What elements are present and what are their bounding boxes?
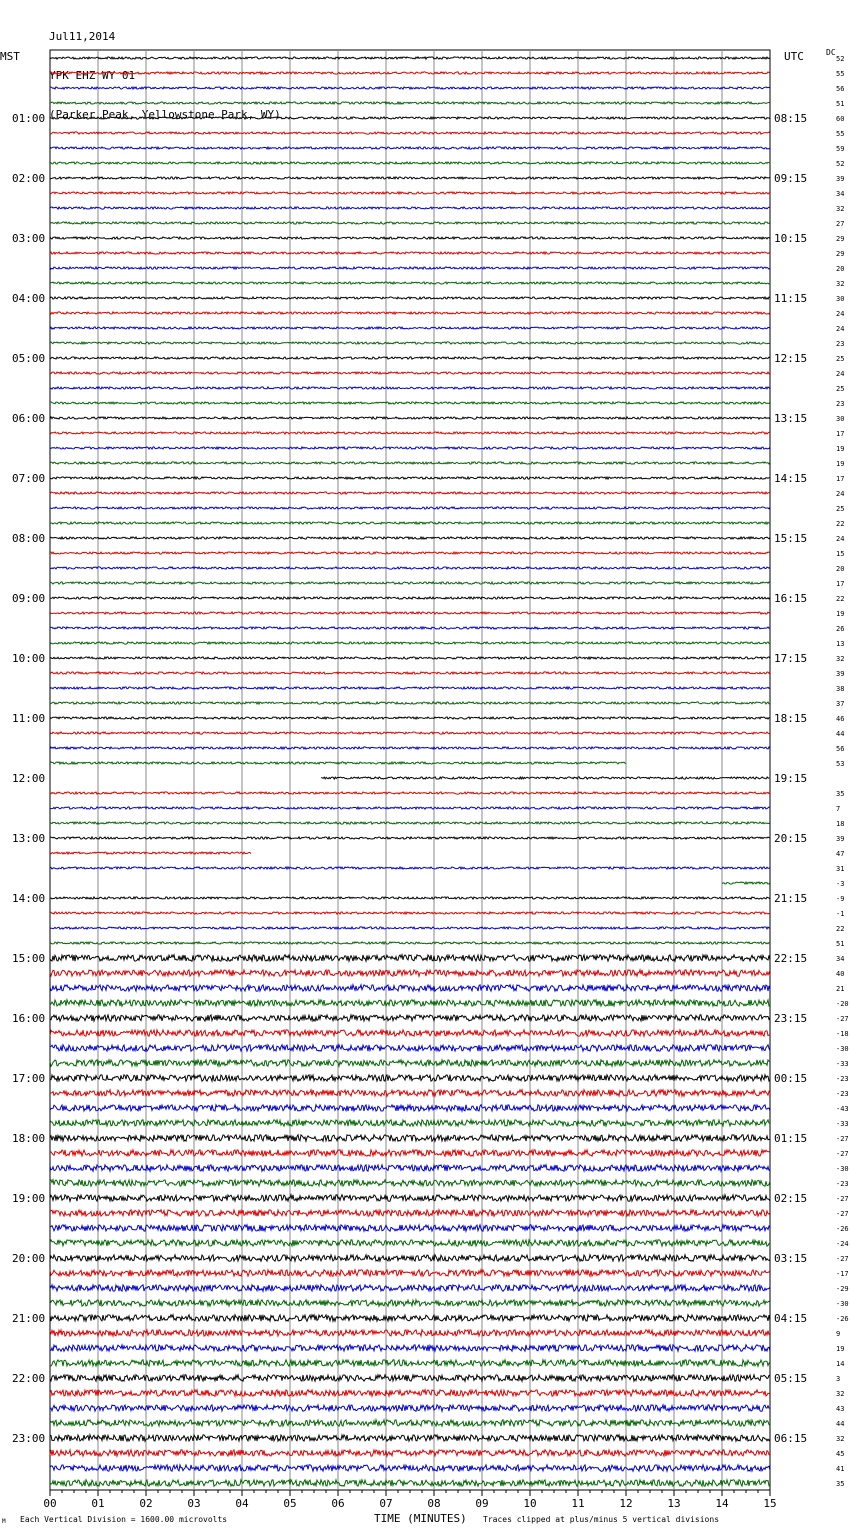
seismic-trace	[50, 717, 770, 719]
utc-hour-label: 14:15	[774, 472, 808, 485]
x-tick-label: 06	[331, 1497, 345, 1510]
dc-offset-label: 29	[836, 250, 845, 258]
utc-hour-label: 21:15	[774, 892, 808, 905]
x-axis-title: TIME (MINUTES)	[374, 1512, 467, 1525]
utc-hour-label: 10:15	[774, 232, 808, 245]
dc-offset-label: 52	[836, 160, 845, 168]
seismic-trace	[50, 72, 770, 74]
dc-offset-label: 32	[836, 655, 845, 663]
dc-offset-label: -1	[836, 910, 845, 918]
seismic-trace	[50, 702, 770, 704]
record-date: Jul11,2014	[49, 30, 116, 43]
dc-offset-label: 60	[836, 115, 845, 123]
mst-hour-label: 21:00	[12, 1312, 46, 1325]
mst-hour-label: 19:00	[12, 1192, 46, 1205]
dc-offset-label: 3	[836, 1375, 841, 1383]
x-tick-label: 08	[427, 1497, 441, 1510]
seismic-trace	[50, 1000, 770, 1006]
seismic-trace	[50, 387, 770, 389]
x-tick-label: 15	[763, 1497, 777, 1510]
dc-offset-label: 52	[836, 55, 845, 63]
dc-offset-label: -30	[836, 1165, 849, 1173]
seismic-trace	[50, 432, 770, 434]
dc-offset-label: 17	[836, 430, 845, 438]
dc-offset-label: 35	[836, 790, 845, 798]
dc-offset-label: -23	[836, 1075, 849, 1083]
seismic-trace	[50, 1120, 770, 1126]
seismic-trace	[50, 985, 770, 991]
seismic-trace	[50, 1135, 770, 1141]
mst-hour-label: 15:00	[12, 952, 46, 965]
dc-offset-label: -30	[836, 1300, 849, 1308]
seismic-trace	[50, 672, 770, 674]
dc-offset-label: -26	[836, 1225, 849, 1233]
seismic-trace	[50, 1150, 770, 1156]
dc-offset-label: -29	[836, 1285, 849, 1293]
seismic-trace	[50, 1165, 770, 1171]
dc-offset-label: -18	[836, 1030, 849, 1038]
dc-offset-label: 29	[836, 235, 845, 243]
seismic-trace	[50, 867, 770, 869]
seismic-trace	[50, 222, 770, 224]
seismic-trace	[50, 522, 770, 524]
dc-offset-label: 32	[836, 280, 845, 288]
seismic-trace	[50, 132, 770, 134]
dc-offset-label: 37	[836, 700, 845, 708]
scale-note: Each Vertical Division = 1600.00 microvolts	[20, 1515, 228, 1524]
seismic-trace	[50, 102, 770, 104]
axis-labels	[12, 55, 849, 1510]
utc-hour-label: 16:15	[774, 592, 808, 605]
seismic-trace	[50, 237, 770, 239]
mst-hour-label: 12:00	[12, 772, 46, 785]
dc-offset-label: 46	[836, 715, 845, 723]
seismic-trace	[50, 477, 770, 479]
seismic-trace	[50, 552, 770, 554]
utc-hour-label: 05:15	[774, 1372, 808, 1385]
seismic-trace	[50, 297, 770, 299]
mst-hour-label: 18:00	[12, 1132, 46, 1145]
seismic-trace	[50, 582, 770, 584]
dc-offset-label: 25	[836, 385, 845, 393]
utc-hour-label: 13:15	[774, 412, 808, 425]
dc-offset-label: 27	[836, 220, 845, 228]
seismic-trace	[50, 597, 770, 599]
dc-offset-label: -26	[836, 1315, 849, 1323]
seismic-trace	[50, 747, 770, 749]
dc-offset-label: 30	[836, 415, 845, 423]
utc-hour-label: 23:15	[774, 1012, 808, 1025]
seismic-trace	[50, 207, 770, 209]
dc-offset-label: -33	[836, 1120, 849, 1128]
dc-offset-label: -23	[836, 1090, 849, 1098]
seismic-trace	[50, 1240, 770, 1246]
mst-hour-label: 04:00	[12, 292, 46, 305]
dc-offset-label: -33	[836, 1060, 849, 1068]
dc-offset-label: -27	[836, 1135, 849, 1143]
mst-hour-label: 08:00	[12, 532, 46, 545]
seismic-trace	[50, 1480, 770, 1486]
dc-offset-label: -20	[836, 1000, 849, 1008]
trace-group	[50, 57, 770, 1486]
seismic-trace	[50, 1285, 770, 1291]
dc-offset-label: 9	[836, 1330, 841, 1338]
seismic-trace	[50, 117, 770, 119]
seismic-trace	[50, 732, 770, 734]
seismic-trace	[50, 1105, 770, 1111]
dc-offset-label: 55	[836, 130, 845, 138]
dc-offset-label: 51	[836, 100, 845, 108]
dc-offset-label: -3	[836, 880, 845, 888]
utc-hour-label: 15:15	[774, 532, 808, 545]
seismic-trace	[50, 417, 770, 419]
seismic-trace	[50, 1210, 770, 1216]
dc-offset-label: 20	[836, 265, 845, 273]
seismic-trace	[50, 1075, 770, 1081]
dc-offset-label: -17	[836, 1270, 849, 1278]
dc-offset-label: -27	[836, 1210, 849, 1218]
seismic-trace	[50, 327, 770, 329]
x-tick-label: 13	[667, 1497, 681, 1510]
x-tick-label: 11	[571, 1497, 585, 1510]
utc-hour-label: 18:15	[774, 712, 808, 725]
seismic-trace	[50, 1030, 770, 1036]
seismic-trace	[50, 687, 770, 689]
right-timezone-label: UTC	[784, 50, 804, 63]
utc-hour-label: 00:15	[774, 1072, 808, 1085]
utc-hour-label: 08:15	[774, 112, 808, 125]
dc-offset-label: 23	[836, 400, 845, 408]
dc-offset-label: 25	[836, 505, 845, 513]
dc-offset-label: 45	[836, 1450, 845, 1458]
utc-hour-label: 17:15	[774, 652, 808, 665]
seismic-trace	[50, 507, 770, 509]
seismic-trace	[50, 1330, 770, 1336]
dc-offset-label: 24	[836, 370, 845, 378]
seismic-trace	[50, 312, 770, 314]
mst-hour-label: 07:00	[12, 472, 46, 485]
dc-offset-label: 22	[836, 925, 845, 933]
dc-offset-label: 19	[836, 610, 845, 618]
dc-offset-label: 34	[836, 955, 845, 963]
dc-offset-label: 31	[836, 865, 845, 873]
dc-offset-label: 24	[836, 325, 845, 333]
dc-offset-label: 22	[836, 520, 845, 528]
seismic-trace	[50, 1180, 770, 1186]
dc-offset-label: 39	[836, 835, 845, 843]
dc-offset-label: 39	[836, 175, 845, 183]
seismic-trace	[50, 1360, 770, 1366]
seismic-trace	[50, 492, 770, 494]
mst-hour-label: 03:00	[12, 232, 46, 245]
corner-mark: M	[2, 1518, 6, 1525]
dc-offset-label: 21	[836, 985, 845, 993]
mst-hour-label: 23:00	[12, 1432, 46, 1445]
dc-offset-label: 18	[836, 820, 845, 828]
x-tick-label: 09	[475, 1497, 489, 1510]
seismic-trace	[50, 162, 770, 164]
seismic-trace	[50, 567, 770, 569]
seismic-trace	[50, 1045, 770, 1051]
dc-offset-label: 24	[836, 490, 845, 498]
dc-offset-label: -27	[836, 1195, 849, 1203]
seismic-trace	[50, 357, 770, 359]
seismic-trace	[50, 1015, 770, 1021]
dc-offset-label: 53	[836, 760, 845, 768]
dc-offset-label: 19	[836, 460, 845, 468]
seismic-trace	[50, 282, 770, 284]
dc-offset-label: 13	[836, 640, 845, 648]
dc-offset-label: 26	[836, 625, 845, 633]
utc-hour-label: 02:15	[774, 1192, 808, 1205]
mst-hour-label: 14:00	[12, 892, 46, 905]
seismic-trace	[50, 657, 770, 659]
seismic-trace	[50, 1390, 770, 1396]
dc-offset-label: 19	[836, 1345, 845, 1353]
clip-note: Traces clipped at plus/minus 5 vertical divisions	[483, 1515, 720, 1524]
seismic-trace	[50, 792, 770, 794]
mst-hour-label: 01:00	[12, 112, 46, 125]
utc-hour-label: 12:15	[774, 352, 808, 365]
seismic-trace	[50, 822, 770, 824]
x-tick-label: 07	[379, 1497, 393, 1510]
mst-hour-label: 17:00	[12, 1072, 46, 1085]
dc-offset-label: 44	[836, 1420, 845, 1428]
mst-hour-label: 16:00	[12, 1012, 46, 1025]
dc-offset-label: 14	[836, 1360, 845, 1368]
x-tick-label: 01	[91, 1497, 105, 1510]
seismic-trace	[50, 87, 770, 89]
dc-offset-label: 20	[836, 565, 845, 573]
mst-hour-label: 02:00	[12, 172, 46, 185]
x-tick-label: 02	[139, 1497, 153, 1510]
seismic-trace	[50, 1060, 770, 1066]
seismic-trace	[50, 1375, 770, 1381]
seismic-trace	[50, 612, 770, 614]
mst-hour-label: 11:00	[12, 712, 46, 725]
seismic-trace	[50, 1195, 770, 1201]
utc-hour-label: 11:15	[774, 292, 808, 305]
x-tick-label: 14	[715, 1497, 729, 1510]
dc-offset-label: 56	[836, 85, 845, 93]
left-timezone-label: MST	[0, 50, 20, 63]
dc-offset-label: -23	[836, 1180, 849, 1188]
utc-hour-label: 06:15	[774, 1432, 808, 1445]
dc-offset-label: -27	[836, 1150, 849, 1158]
dc-offset-label: 56	[836, 745, 845, 753]
seismic-trace	[50, 402, 770, 404]
seismic-trace	[50, 1450, 770, 1456]
seismic-trace	[50, 1090, 770, 1096]
dc-offset-label: 7	[836, 805, 841, 813]
dc-offset-label: 35	[836, 1480, 845, 1488]
dc-offset-label: 30	[836, 295, 845, 303]
mst-hour-label: 10:00	[12, 652, 46, 665]
dc-offset-label: -30	[836, 1045, 849, 1053]
dc-offset-label: 25	[836, 355, 845, 363]
seismic-trace	[50, 1435, 770, 1441]
seismic-trace	[50, 942, 770, 944]
x-tick-label: 03	[187, 1497, 201, 1510]
dc-offset-label: 32	[836, 1390, 845, 1398]
seismic-trace	[50, 57, 770, 59]
utc-hour-label: 04:15	[774, 1312, 808, 1325]
seismic-trace	[50, 912, 770, 914]
dc-column-label: DC	[826, 48, 836, 57]
seismic-trace	[50, 537, 770, 539]
seismic-trace	[50, 267, 770, 269]
x-tick-label: 05	[283, 1497, 297, 1510]
seismic-trace	[50, 1315, 770, 1321]
seismic-trace	[50, 897, 770, 899]
mst-hour-label: 13:00	[12, 832, 46, 845]
dc-offset-label: -9	[836, 895, 845, 903]
seismic-trace	[50, 372, 770, 374]
utc-hour-label: 09:15	[774, 172, 808, 185]
dc-offset-label: 59	[836, 145, 845, 153]
seismic-trace	[50, 342, 770, 344]
x-tick-label: 00	[43, 1497, 57, 1510]
dc-offset-label: -27	[836, 1255, 849, 1263]
seismic-trace	[50, 1255, 770, 1261]
seismic-trace	[50, 447, 770, 449]
dc-offset-label: 51	[836, 940, 845, 948]
dc-offset-label: 39	[836, 670, 845, 678]
dc-offset-label: 40	[836, 970, 845, 978]
seismic-trace	[50, 192, 770, 194]
seismic-trace	[50, 1405, 770, 1411]
mst-hour-label: 20:00	[12, 1252, 46, 1265]
seismic-trace	[50, 927, 770, 929]
dc-offset-label: 41	[836, 1465, 845, 1473]
utc-hour-label: 19:15	[774, 772, 808, 785]
dc-offset-label: 32	[836, 1435, 845, 1443]
seismic-trace	[50, 1225, 770, 1231]
station-location: (Parker Peak, Yellowstone Park, WY)	[49, 108, 281, 121]
dc-offset-label: 43	[836, 1405, 845, 1413]
mst-hour-label: 06:00	[12, 412, 46, 425]
dc-offset-label: -43	[836, 1105, 849, 1113]
dc-offset-label: 19	[836, 445, 845, 453]
station-code: YPK EHZ WY 01	[49, 69, 136, 82]
x-tick-label: 10	[523, 1497, 537, 1510]
dc-offset-label: 55	[836, 70, 845, 78]
dc-offset-label: 32	[836, 205, 845, 213]
seismic-trace	[50, 462, 770, 464]
seismic-trace	[50, 177, 770, 179]
seismic-trace	[50, 1465, 770, 1471]
seismic-trace	[50, 1345, 770, 1351]
seismic-trace	[50, 252, 770, 254]
dc-offset-label: 23	[836, 340, 845, 348]
utc-hour-label: 22:15	[774, 952, 808, 965]
dc-offset-label: 44	[836, 730, 845, 738]
utc-hour-label: 20:15	[774, 832, 808, 845]
dc-offset-label: 38	[836, 685, 845, 693]
seismic-trace	[50, 147, 770, 149]
utc-hour-label: 03:15	[774, 1252, 808, 1265]
x-tick-label: 12	[619, 1497, 633, 1510]
x-tick-label: 04	[235, 1497, 249, 1510]
seismic-trace	[50, 1270, 770, 1276]
seismic-trace	[50, 1420, 770, 1426]
dc-offset-label: -27	[836, 1015, 849, 1023]
mst-hour-label: 22:00	[12, 1372, 46, 1385]
seismic-trace	[50, 955, 770, 961]
dc-offset-label: 24	[836, 535, 845, 543]
dc-offset-label: -24	[836, 1240, 849, 1248]
seismic-trace	[50, 852, 251, 854]
seismic-trace	[50, 627, 770, 629]
seismic-trace	[321, 777, 769, 779]
dc-offset-label: 17	[836, 475, 845, 483]
seismic-trace	[50, 642, 770, 644]
seismic-trace	[50, 837, 770, 839]
seismic-trace	[50, 807, 770, 809]
dc-offset-label: 17	[836, 580, 845, 588]
dc-offset-label: 24	[836, 310, 845, 318]
dc-offset-label: 15	[836, 550, 845, 558]
dc-offset-label: 22	[836, 595, 845, 603]
dc-offset-label: 34	[836, 190, 845, 198]
mst-hour-label: 05:00	[12, 352, 46, 365]
seismic-trace	[50, 1300, 770, 1306]
dc-offset-label: 47	[836, 850, 845, 858]
utc-hour-label: 01:15	[774, 1132, 808, 1145]
seismic-trace	[50, 970, 770, 976]
mst-hour-label: 09:00	[12, 592, 46, 605]
seismic-trace	[722, 882, 770, 884]
